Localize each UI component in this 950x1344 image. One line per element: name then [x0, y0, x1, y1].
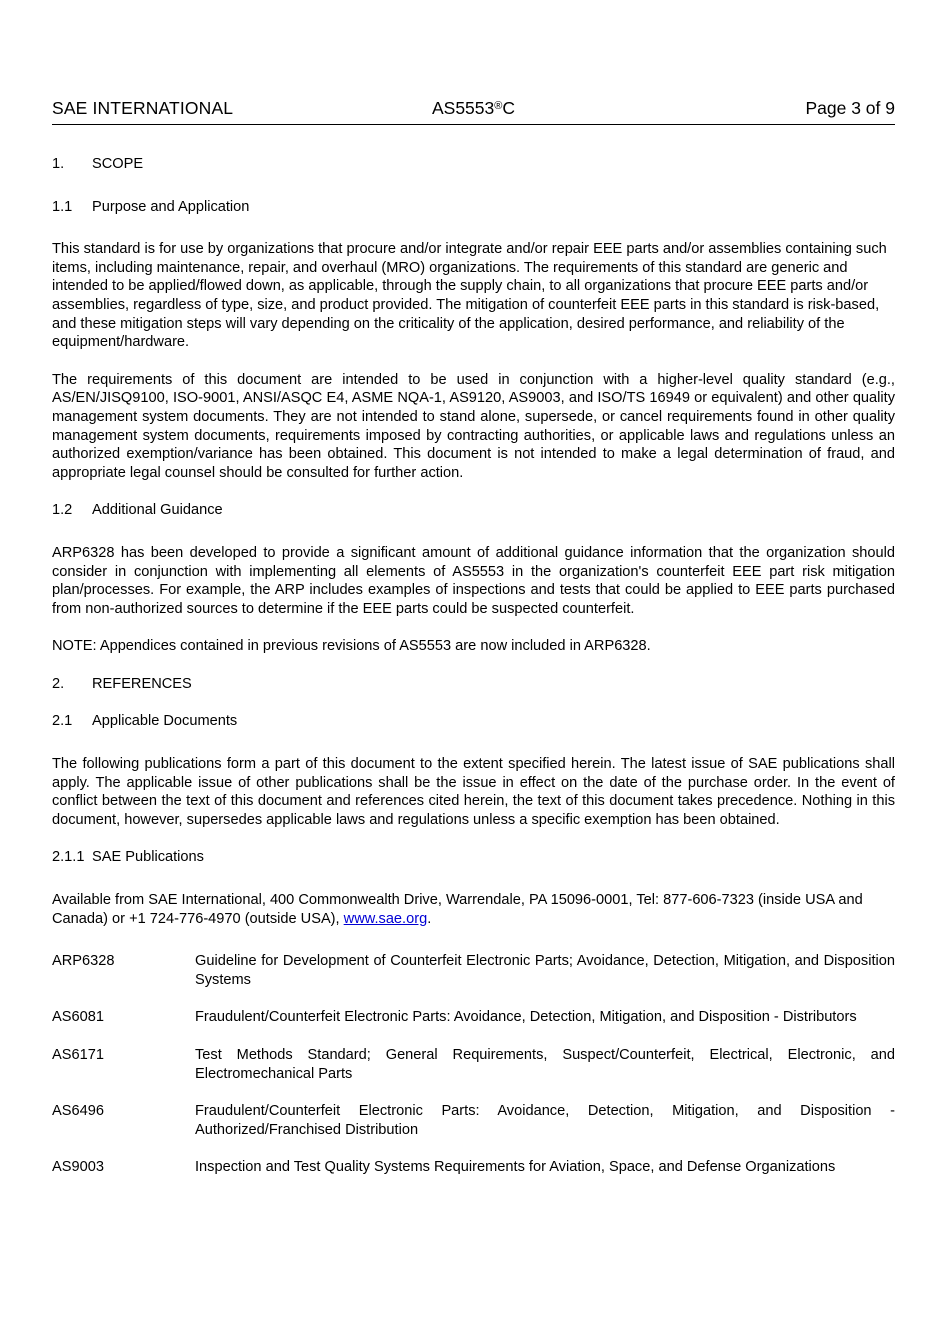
reference-row: [52, 1158, 895, 1177]
reference-id: AS6081: [52, 1009, 104, 1026]
sae-availability-period: .: [427, 910, 432, 927]
reference-id: ARP6328: [52, 953, 115, 970]
reference-description: Guideline for Development of Counterfeit Electronic Parts; Avoidance, Detection, Mitigation, and Disposition Systems: [195, 953, 895, 988]
reference-row: [52, 1102, 895, 1139]
page-header: [52, 98, 895, 125]
spacer: [52, 482, 895, 501]
paragraph-applicable-documents: The following publications form a part of this document to the extent specified herein. The latest issue of SAE publications shall apply. The applicable issue of other publications shall be the issue in effect on the date of the purchase order. In the event of conflict between the text of this document and references cited herein, the text of this document takes precedence. Nothing in this document, however, supersedes applicable laws and regulations unless a specific exemption has been obtained.: [52, 756, 895, 828]
spacer: [52, 731, 895, 755]
spacer: [52, 656, 895, 675]
reference-description: Inspection and Test Quality Systems Requirements for Aviation, Space, and Defense Organizations: [195, 1159, 836, 1176]
spacer: [52, 928, 895, 952]
page-content: [52, 0, 895, 1177]
header-doc-id: AS5553: [431, 98, 495, 118]
reference-description: Test Methods Standard; General Requirements, Suspect/Counterfeit, Electrical, Electronic, and Electromechanical Parts: [195, 1047, 895, 1082]
reference-description: Fraudulent/Counterfeit Electronic Parts: Avoidance, Detection, Mitigation, and Disposition - Distributors: [195, 1009, 857, 1026]
spacer: [52, 520, 895, 544]
heading-scope-number: 1.: [52, 156, 65, 172]
spacer: [52, 216, 895, 240]
paragraph-purpose-2: The requirements of this document are intended to be used in conjunction with a higher-level quality standard (e.g., AS/EN/JISQ9100, ISO-9001, ANSI/ASQC E4, ASME NQA-1, AS9120, AS9003, and ISO/TS 16949 or equivalent) and other quality management system documents. They are not intended to stand alone, supersede, or cancel requirements found in other quality management system documents, requirements imposed by contracting authorities, or applicable laws and regulations unless an authorized exemption/variance has been obtained. This document is not intended to make a legal determination of fraud, and appropriate legal counsel should be consulted for further action.: [52, 371, 895, 481]
header-doc-revision: C: [502, 98, 516, 118]
heading-applicable-documents-title: Applicable Documents: [92, 713, 238, 730]
paragraph-additional-guidance: ARP6328 has been developed to provide a significant amount of additional guidance information that the organization should consider in conjunction with implementing all elements of AS5553 in the organization's counterfeit EEE part risk mitigation plan/processes. For example, the ARP includes examples of inspections and tests that could be applied to EEE parts purchased from non-authorized sources to determine if the EEE parts could be suspected counterfeit.: [52, 544, 895, 617]
reference-row: [52, 1008, 895, 1027]
header-organization: SAE INTERNATIONAL: [52, 98, 234, 118]
heading-scope: [52, 155, 895, 174]
spacer: [52, 693, 895, 712]
spacer: [52, 867, 895, 891]
heading-references: [52, 675, 895, 694]
document-body: [52, 155, 895, 1177]
heading-additional-guidance-title: Additional Guidance: [92, 502, 223, 519]
header-document-number: [52, 98, 895, 119]
heading-references-number: 2.: [52, 675, 65, 692]
heading-purpose-title: Purpose and Application: [92, 198, 250, 215]
heading-sae-publications: [52, 848, 895, 867]
heading-purpose-application: [52, 198, 895, 217]
heading-references-title: REFERENCES: [92, 675, 192, 692]
header-page-number: Page 3 of 9: [805, 98, 895, 118]
heading-additional-guidance-number: 1.2: [52, 502, 73, 519]
reference-row: [52, 952, 895, 989]
reference-id: AS6171: [52, 1047, 104, 1063]
heading-sae-publications-number: 2.1.1: [52, 849, 85, 866]
heading-sae-publications-title: SAE Publications: [92, 849, 204, 866]
spacer: [52, 829, 895, 848]
paragraph-sae-availability: [52, 891, 895, 928]
spacer: [52, 174, 895, 198]
references-list: [52, 952, 895, 1177]
heading-applicable-documents: [52, 712, 895, 731]
registered-trademark-icon: ®: [494, 100, 503, 112]
spacer: [52, 352, 895, 371]
reference-row: [52, 1046, 895, 1083]
heading-applicable-documents-number: 2.1: [52, 713, 73, 730]
reference-description: Fraudulent/Counterfeit Electronic Parts: Avoidance, Detection, Mitigation, and Disposition - Authorized/Franchised Distribution: [195, 1103, 895, 1138]
heading-additional-guidance: [52, 501, 895, 520]
reference-id: AS9003: [52, 1159, 104, 1176]
sae-availability-text: Available from SAE International, 400 Commonwealth Drive, Warrendale, PA 15096-0001, Tel: 877-606-7323 (inside USA and Canada) or +1 724-776-4970 (outside USA),: [52, 892, 863, 927]
sae-website-link[interactable]: www.sae.org: [343, 910, 428, 927]
paragraph-purpose-1: This standard is for use by organizations that procure and/or integrate and/or repair EEE parts and/or assemblies containing such items, including maintenance, repair, and overhaul (MRO) organizations. The requirements of this standard are generic and intended to be applied/flowed down, as applicable, through the supply chain, to all organizations that procure EEE parts and/or assemblies, regardless of type, size, and product provided. The mitigation of counterfeit EEE parts in this standard is risk-based, and these mitigation steps will vary depending on the criticality of the application, desired performance, and reliability of the equipment/hardware.: [52, 241, 887, 351]
spacer: [52, 618, 895, 637]
note-appendices: NOTE: Appendices contained in previous revisions of AS5553 are now included in ARP6328.: [52, 638, 651, 655]
reference-id: AS6496: [52, 1103, 104, 1120]
heading-scope-title: SCOPE: [92, 156, 144, 172]
heading-purpose-number: 1.1: [52, 198, 73, 215]
